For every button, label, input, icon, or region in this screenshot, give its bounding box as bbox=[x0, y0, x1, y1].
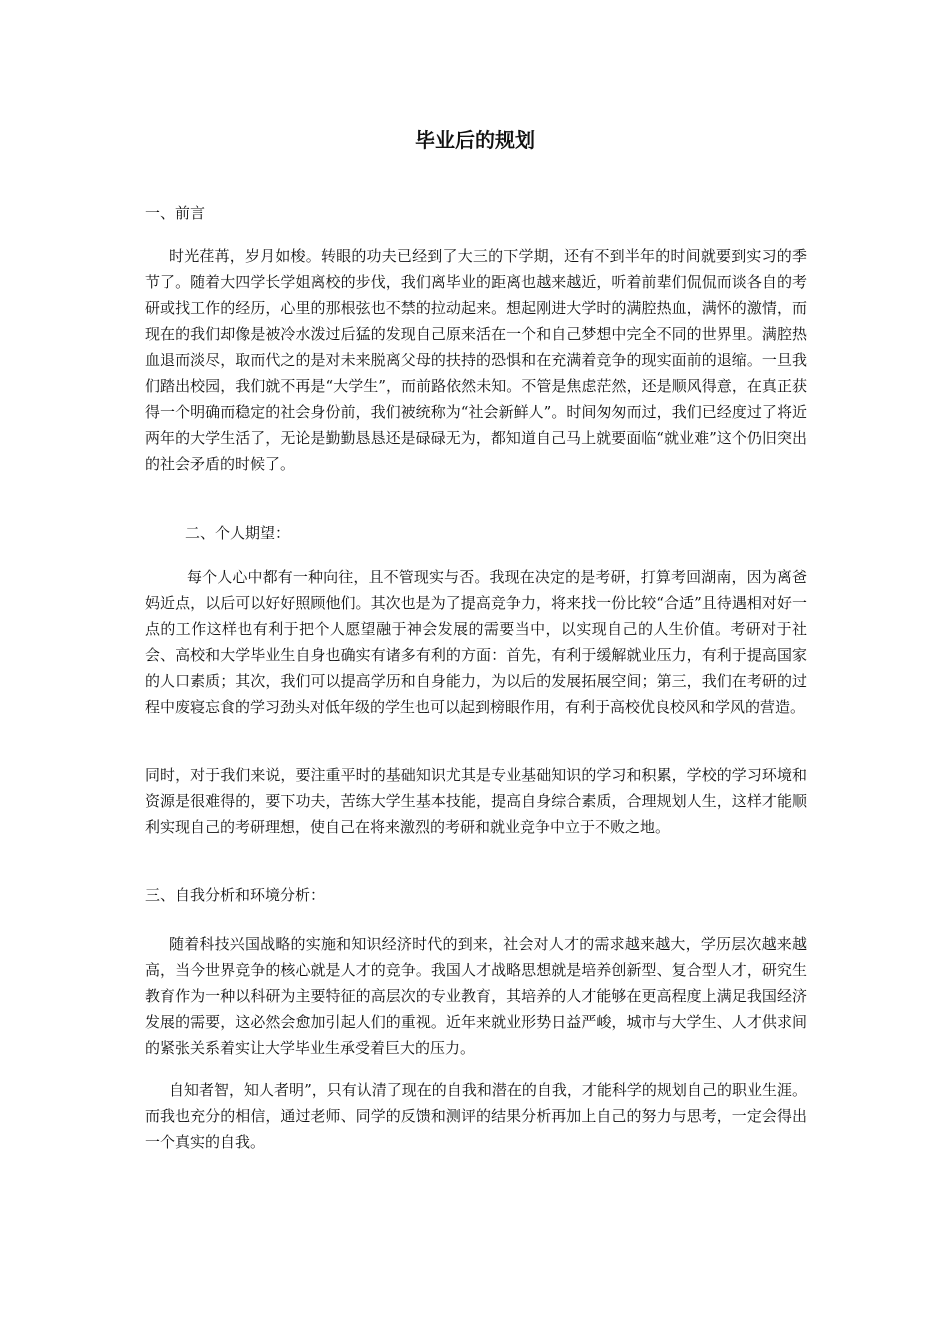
paragraph-expectation-1: 每个人心中都有一种向往，且不管现实与否。我现在决定的是考研，打算考回湖南，因为离爸妈近点，以后可以好好照顾他们。其次也是为了提高竞争力，将来找一份比较“合适”且待遇相对好一点的工作这样也有利于把个人愿望融于神会发展的需要当中，以实现自己的人生价值。考研对于社会、高校和大学毕业生自身也确实有诸多有利的方面：首先，有利于缓解就业压力，有利于提高国家的人口素质；其次，我们可以提高学历和自身能力，为以后的发展拓展空间；第三，我们在考研的过程中废寝忘食的学习劲头对低年级的学生也可以起到榜眼作用，有利于高校优良校风和学风的营造。 bbox=[145, 568, 807, 716]
paragraph-preface: 时光荏苒，岁月如梭。转眼的功夫已经到了大三的下学期，还有不到半年的时间就要到实习的季节了。随着大四学长学姐离校的步伐，我们离毕业的距离也越来越近，听着前辈们侃侃而谈各自的考研或找工作的经历，心里的那根弦也不禁的拉动起来。想起刚进大学时的满腔热血，满怀的激情，而现在的我们却像是被冷水泼过后猛的发现自己原来活在一个和自己梦想中完全不同的世界里。满腔热血退而淡尽，取而代之的是对未来脱离父母的扶持的恐惧和在充满着竞争的现实面前的退缩。一旦我们踏出校园，我们就不再是“大学生”，而前路依然未知。不管是焦虑茫然，还是顺风得意，在真正获得一个明确而稳定的社会身份前，我们被统称为“社会新鲜人”。时间匆匆而过，我们已经度过了将近两年的大学生活了，无论是勤勤恳恳还是碌碌无为，都知道自己马上就要面临“就业难”这个仍旧突出的社会矛盾的时候了。 bbox=[145, 247, 807, 473]
section-heading-preface: 一、前言 bbox=[145, 204, 206, 222]
section-heading-analysis: 三、自我分析和环境分析： bbox=[145, 886, 326, 904]
paragraph-expectation-2: 同时，对于我们来说，要注重平时的基础知识尤其是专业基础知识的学习和积累，学校的学习环境和资源是很难得的，要下功夫，苦练大学生基本技能，提高自身综合素质，合理规划人生，这样才能顺利实现自己的考研理想，使自己在将来激烈的考研和就业竞争中立于不败之地。 bbox=[145, 766, 807, 836]
document-title: 毕业后的规划 bbox=[415, 128, 535, 152]
section-heading-expectation: 二、个人期望： bbox=[185, 524, 291, 542]
paragraph-analysis-1: 随着科技兴国战略的实施和知识经济时代的到来，社会对人才的需求越来越大，学历层次越来越高，当今世界竞争的核心就是人才的竞争。我国人才战略思想就是培养创新型、复合型人才，研究生教育作为一种以科研为主要特征的高层次的专业教育，其培养的人才能够在更高程度上满足我国经济发展的需要，这必然会愈加引起人们的重视。近年来就业形势日益严峻，城市与大学生、人才供求间的紧张关系着实让大学毕业生承受着巨大的压力。 bbox=[145, 935, 807, 1057]
paragraph-analysis-2: 自知者智，知人者明”，只有认清了现在的自我和潜在的自我，才能科学的规划自己的职业生涯。而我也充分的相信，通过老师、同学的反馈和测评的结果分析再加上自己的努力与思考，一定会得出一个真实的自我。 bbox=[145, 1081, 807, 1151]
